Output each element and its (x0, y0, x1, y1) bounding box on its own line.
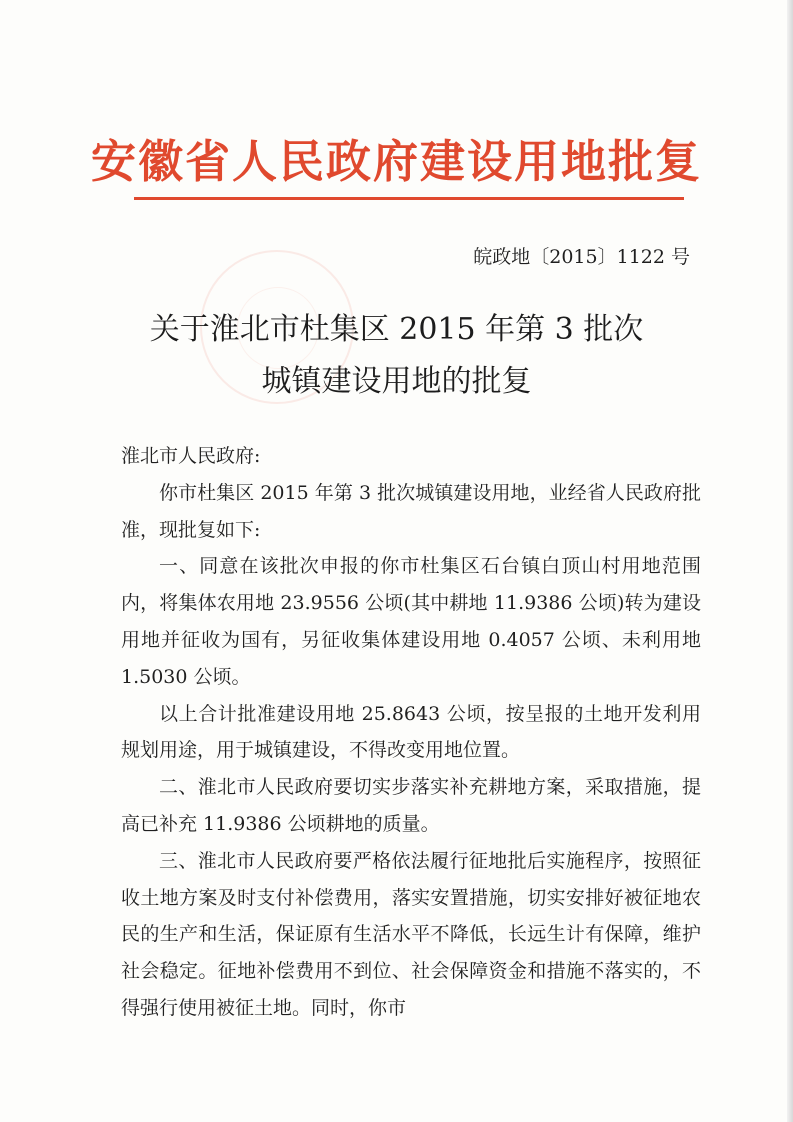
body-paragraph: 二、淮北市人民政府要切实步落实补充耕地方案，采取措施，提高已补充 11.9386 公顷耕地的质量。 (121, 776, 701, 835)
body-paragraph: 以上合计批准建设用地 25.8643 公顷，按呈报的土地开发利用规划用途，用于城镇建设，不得改变用地位置。 (121, 702, 701, 762)
document-title-line-1: 关于淮北市杜集区 2015 年第 3 批次 (149, 312, 644, 347)
document-body (121, 438, 701, 1027)
body-paragraph: 你市杜集区 2015 年第 3 批次城镇建设用地，业经省人民政府批准，现批复如下: (121, 481, 701, 541)
document-title-line-2: 城镇建设用地的批复 (261, 364, 532, 399)
masthead-title: 安徽省人民政府建设用地批复 (90, 135, 702, 188)
salutation: 淮北市人民政府: (121, 445, 261, 467)
masthead-red-rule (134, 197, 684, 200)
body-paragraph: 一、同意在该批次申报的你市杜集区石台镇白顶山村用地范围内，将集体农用地 23.9556 公顷(其中耕地 11.9386 公顷)转为建设用地并征收为国有，另征收集体建设用地 0.4057 公顷、未利用地 1.5030 公顷。 (121, 555, 701, 688)
document-number: 皖政地〔2015〕1122 号 (473, 246, 690, 268)
body-paragraph: 三、淮北市人民政府要严格依法履行征地批后实施程序，按照征收土地方案及时支付补偿费用，落实安置措施，切实安排好被征地农民的生产和生活，保证原有生活水平不降低，长远生计有保障，维护社会稳定。征地补偿费用不到位、社会保障资金和措施不落实的，不得强行使用被征土地。同时，你市 (121, 849, 701, 1019)
